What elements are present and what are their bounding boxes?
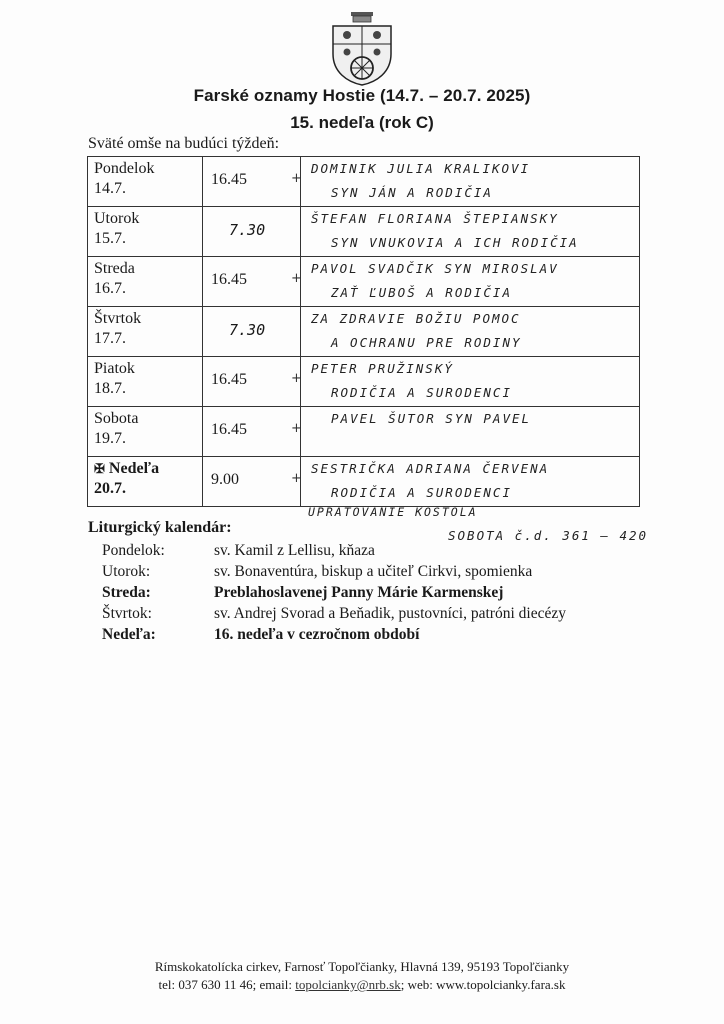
day-date: 15.7. [94,230,126,247]
masses-intro: Sväté omše na budúci týždeň: [88,135,280,152]
time-cell [203,357,301,407]
table-row [88,457,640,507]
intention-line: DOMINIK JULIA KRALIKOVI [311,161,531,176]
intention-line: SESTRIČKA ADRIANA ČERVENA [311,461,550,476]
deceased-cross-mark: + [291,471,302,486]
cleaning-note: UPRATOVANIE KOSTOLA [308,505,478,519]
intention-cell [301,257,640,307]
mass-time: 16.45 [211,371,247,388]
time-cell [203,257,301,307]
day-date: 17.7. [94,330,126,347]
deceased-cross-mark: + [291,271,302,286]
table-row [88,157,640,207]
day-name: Streda [94,260,135,277]
intention-cell [301,407,640,457]
intention-line: SYN VNUKOVIA A ICH RODIČIA [331,235,579,250]
mass-time: 9.00 [211,471,239,488]
time-cell [203,457,301,507]
day-name: Pondelok [94,160,155,177]
day-cell [88,407,203,457]
mass-time: 7.30 [229,221,266,239]
intention-line: PAVOL SVADČIK SYN MIROSLAV [311,261,559,276]
email-link[interactable]: topolcianky@nrb.sk [295,977,401,992]
intention-cell [301,307,640,357]
intention-line: PETER PRUŽINSKÝ [311,361,454,376]
day-name: Nedeľa [108,460,160,477]
intention-line: RODIČIA A SURODENCI [331,485,512,500]
liturgy-day: Pondelok: [102,542,165,559]
mass-time: 16.45 [211,171,247,188]
intention-cell [301,357,640,407]
time-cell [203,407,301,457]
table-row [88,207,640,257]
intention-line: RODIČIA A SURODENCI [331,385,512,400]
day-cell [88,307,203,357]
day-date: 14.7. [94,180,126,197]
maltese-cross-icon: ✠ [94,461,105,476]
saturday-note: SOBOTA č.d. 361 – 420 [448,528,649,543]
intention-line: A OCHRANU PRE RODINY [331,335,522,350]
mass-time: 16.45 [211,421,247,438]
footer-address: Rímskokatolícka cirkev, Farnosť Topoľčianky, Hlavná 139, 95193 Topoľčianky [154,959,570,974]
parish-footer [0,958,724,994]
day-date: 19.7. [94,430,126,447]
mass-time: 16.45 [211,271,247,288]
time-cell [203,157,301,207]
intention-cell [301,207,640,257]
day-date: 18.7. [94,380,126,397]
table-row [88,307,640,357]
intention-line: SYN JÁN A RODIČIA [331,185,493,200]
liturgy-celebration: Preblahoslavenej Panny Márie Karmenskej [214,584,504,601]
time-cell [203,307,301,357]
footer-contact: tel: 037 630 11 46; email: topolcianky@nrb.sk; web: www.topolcianky.fara.sk [158,977,566,992]
liturgy-celebration: sv. Bonaventúra, biskup a učiteľ Cirkvi, spomienka [214,563,533,580]
time-cell [203,207,301,257]
intention-cell [301,457,640,507]
day-name: Utorok [94,210,140,227]
liturgy-day: Štvrtok: [102,605,152,622]
day-name: Sobota [94,410,139,427]
table-row [88,407,640,457]
day-date: 20.7. [94,480,126,497]
page-subtitle: 15. nedeľa (rok C) [290,113,434,132]
day-cell [88,157,203,207]
table-row [88,257,640,307]
day-cell [88,257,203,307]
intention-line: ZAŤ ĽUBOŠ A RODIČIA [331,285,512,300]
intention-line: ZA ZDRAVIE BOŽIU POMOC [311,311,521,326]
intention-line: ŠTEFAN FLORIANA ŠTEPIANSKY [311,211,559,226]
day-name: Štvrtok [94,310,142,327]
day-cell [88,207,203,257]
day-name: Piatok [94,360,135,377]
liturgy-day: Utorok: [102,563,151,580]
day-cell [88,457,203,507]
liturgy-celebration: 16. nedeľa v cezročnom období [214,626,420,643]
liturgy-day: Nedeľa: [102,626,156,643]
mass-time: 7.30 [229,321,266,339]
day-date: 16.7. [94,280,126,297]
liturgical-calendar-heading: Liturgický kalendár: [88,519,232,536]
page-title: Farské oznamy Hostie (14.7. – 20.7. 2025) [193,86,531,105]
liturgy-celebration: sv. Kamil z Lellisu, kňaza [214,542,375,559]
intention-line: PAVEL ŠUTOR SYN PAVEL [331,411,532,426]
deceased-cross-mark: + [291,371,302,386]
deceased-cross-mark: + [291,421,302,436]
liturgy-celebration: sv. Andrej Svorad a Beňadik, pustovníci, patróni diecézy [214,605,566,622]
table-row [88,357,640,407]
deceased-cross-mark: + [291,171,302,186]
liturgy-day: Streda: [102,584,151,601]
intention-cell [301,157,640,207]
mass-schedule-table [87,156,640,507]
parish-crest-icon [329,10,395,86]
day-cell [88,357,203,407]
